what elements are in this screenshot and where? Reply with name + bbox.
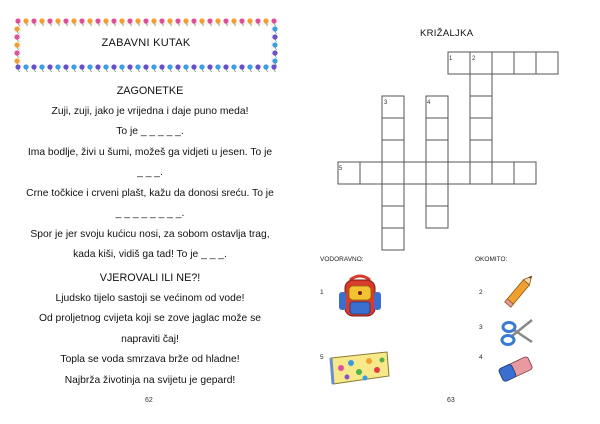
title-frame — [14, 18, 278, 72]
flower-ornament — [207, 18, 212, 26]
flower-ornament — [263, 64, 268, 72]
flower-ornament — [272, 50, 277, 58]
crossword-cell[interactable] — [470, 162, 492, 184]
fact-line: Topla se voda smrzava brže od hladne! — [60, 354, 240, 365]
flower-ornament — [63, 64, 68, 72]
flower-ornament — [255, 18, 260, 26]
flower-ornament — [143, 64, 148, 72]
flower-ornament — [159, 18, 164, 26]
crossword-cell[interactable] — [514, 162, 536, 184]
flower-ornament — [215, 64, 220, 72]
crossword-cell[interactable] — [382, 162, 404, 184]
flower-ornament — [14, 26, 19, 34]
flower-ornament — [159, 64, 164, 72]
flower-ornament — [167, 64, 172, 72]
crossword-cell[interactable] — [426, 162, 448, 184]
frame-title: ZABAVNI KUTAK — [101, 37, 191, 49]
flower-ornament — [39, 18, 44, 26]
across-clue-1-number: 1 — [320, 289, 324, 296]
flower-ornament — [207, 64, 212, 72]
clue-number-1: 1 — [449, 56, 453, 62]
clue-number-2: 2 — [472, 56, 476, 62]
flower-ornament — [79, 18, 84, 26]
flower-ornament — [39, 64, 44, 72]
crossword-cell[interactable] — [382, 228, 404, 250]
riddle-line: To je _ _ _ _ _. — [116, 126, 184, 137]
flower-ornament — [95, 18, 100, 26]
flower-ornament — [247, 18, 252, 26]
page-number: 63 — [447, 397, 455, 404]
scissors-icon — [500, 316, 536, 350]
eraser-icon — [496, 352, 536, 388]
flower-ornament — [272, 26, 277, 34]
flower-ornament — [119, 64, 124, 72]
flower-ornament — [111, 64, 116, 72]
across-header: VODORAVNO: — [320, 256, 364, 263]
flower-ornament — [143, 18, 148, 26]
pencil-icon — [500, 270, 540, 310]
flower-ornament — [191, 18, 196, 26]
flower-ornament — [247, 64, 252, 72]
flower-ornament — [239, 18, 244, 26]
riddle-line: _ _ _. — [137, 167, 163, 178]
flower-ornament — [175, 18, 180, 26]
crossword-cell[interactable] — [426, 206, 448, 228]
crossword-cell[interactable] — [382, 184, 404, 206]
pencil-case-icon — [327, 348, 392, 388]
crossword-cell[interactable] — [426, 140, 448, 162]
flower-ornament — [135, 64, 140, 72]
flower-ornament — [23, 18, 28, 26]
flower-ornament — [23, 64, 28, 72]
down-clue-2-number: 2 — [479, 289, 483, 296]
page-number: 62 — [145, 397, 153, 404]
riddles-heading: ZAGONETKE — [116, 85, 184, 97]
flower-ornament — [111, 18, 116, 26]
facts-heading: VJEROVALI ILI NE?! — [99, 272, 201, 284]
crossword-cell[interactable] — [536, 52, 558, 74]
flower-ornament — [199, 64, 204, 72]
fact-line: Od proljetnog cvijeta koji se zove jaglac može se — [38, 313, 262, 324]
down-clue-4-number: 4 — [479, 354, 483, 361]
flower-ornament — [127, 18, 132, 26]
flower-ornament — [191, 64, 196, 72]
crossword-cell[interactable] — [470, 118, 492, 140]
crossword-cell[interactable] — [426, 118, 448, 140]
crossword-grid — [300, 0, 600, 260]
flower-ornament — [239, 64, 244, 72]
flower-ornament — [223, 18, 228, 26]
down-clue-3-number: 3 — [479, 324, 483, 331]
crossword-cell[interactable] — [360, 162, 382, 184]
flower-ornament — [71, 64, 76, 72]
flower-ornament — [271, 64, 276, 72]
clue-number-3: 3 — [384, 100, 388, 106]
riddle-line: kada kiši, vidiš ga tad! To je _ _ _. — [73, 249, 227, 260]
crossword-cell[interactable] — [448, 162, 470, 184]
flower-ornament — [31, 64, 36, 72]
crossword-cell[interactable] — [382, 140, 404, 162]
riddle-line: Ima bodlje, živi u šumi, možeš ga vidjeti u jesen. To je — [27, 146, 273, 158]
flower-ornament — [87, 64, 92, 72]
backpack-icon — [335, 272, 385, 322]
crossword-cell[interactable] — [426, 184, 448, 206]
crossword-cell[interactable] — [492, 162, 514, 184]
crossword-cell[interactable] — [382, 118, 404, 140]
riddle-line: Zuji, zuji, jako je vrijedna i daje puno meda! — [51, 105, 249, 117]
crossword-cell[interactable] — [470, 96, 492, 118]
crossword-cell[interactable] — [470, 74, 492, 96]
flower-ornament — [223, 64, 228, 72]
flower-ornament — [87, 18, 92, 26]
fact-line: Najbrža životinja na svijetu je gepard! — [64, 374, 236, 386]
flower-ornament — [47, 18, 52, 26]
flower-ornament — [103, 18, 108, 26]
flower-ornament — [71, 18, 76, 26]
clue-number-4: 4 — [427, 100, 431, 106]
flower-ornament — [215, 18, 220, 26]
crossword-cell[interactable] — [514, 52, 536, 74]
flower-ornament — [119, 18, 124, 26]
flower-ornament — [151, 64, 156, 72]
flower-ornament — [31, 18, 36, 26]
flower-ornament — [63, 18, 68, 26]
flower-ornament — [183, 64, 188, 72]
crossword-cell[interactable] — [404, 162, 426, 184]
flower-ornament — [263, 18, 268, 26]
across-clue-5-number: 5 — [320, 354, 324, 361]
flower-ornament — [95, 64, 100, 72]
crossword-cell[interactable] — [492, 52, 514, 74]
crossword-cell[interactable] — [470, 140, 492, 162]
flower-ornament — [55, 18, 60, 26]
flower-ornament — [151, 18, 156, 26]
flower-ornament — [127, 64, 132, 72]
fact-line: napraviti čaj! — [121, 333, 179, 345]
flower-ornament — [47, 64, 52, 72]
down-header: OKOMITO: — [475, 256, 508, 263]
flower-ornament — [55, 64, 60, 72]
flower-ornament — [167, 18, 172, 26]
facts-section — [0, 268, 300, 391]
fact-line: Ljudsko tijelo sastoji se većinom od vode! — [55, 292, 245, 304]
flower-ornament — [79, 64, 84, 72]
riddle-line: _ _ _ _ _ _ _ _. — [115, 208, 185, 219]
riddle-line: Spor je jer svoju kućicu nosi, za sobom ostavlja trag, — [30, 228, 270, 240]
flower-ornament — [14, 50, 19, 58]
flower-ornament — [231, 18, 236, 26]
flower-ornament — [255, 64, 260, 72]
flower-ornament — [103, 64, 108, 72]
flower-ornament — [183, 18, 188, 26]
riddle-line: Crne točkice i crveni plašt, kažu da donosi sreću. To je — [26, 187, 274, 199]
right-page — [300, 0, 600, 424]
flower-ornament — [175, 64, 180, 72]
crossword-title: KRIŽALJKA — [420, 28, 474, 39]
riddles-section — [0, 81, 300, 266]
flower-ornament — [199, 18, 204, 26]
flower-ornament — [135, 18, 140, 26]
crossword-cell[interactable] — [382, 206, 404, 228]
flower-ornament — [231, 64, 236, 72]
clue-number-5: 5 — [339, 166, 343, 172]
